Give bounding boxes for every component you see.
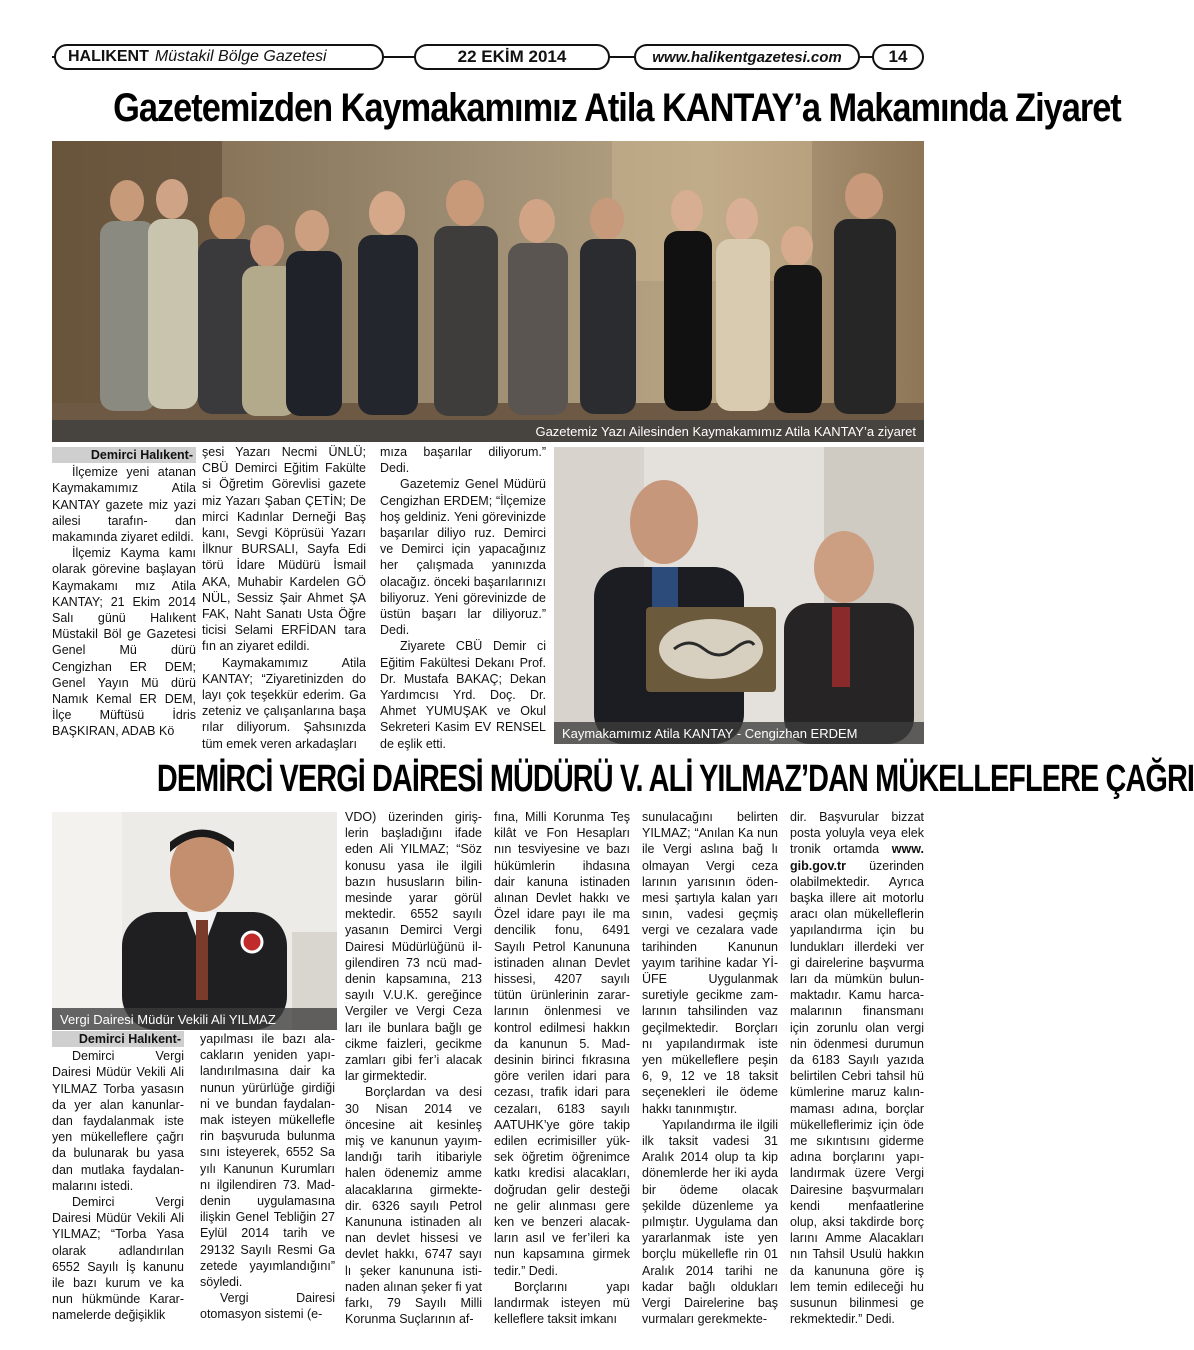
text: üzerinden olabilmektedir. Ayrıca başka illere ait motorlu aracı olan mükelleflerin yapılandırma için bu lundukları illerdeki ver gi dairelerine başvurma ları da mümkün bulun- maktadır. Kamu harca- malarının finansmanı için zorunlu olan vergi nin ödenmesi durumun da 6183 Sayılı yazıda belirtilen Cebri tahsil hü kümlerine maruz kalın- maması adına, borçlar mükelleflerimiz için öde me sıkıntısını giderme adına borçlarını yapı- landırmak üzere Vergi Dairesine başvurmaları kendi menfaatlerine olup, aksi takdirde borç larını Amme Alacakları nın Tahsil Usulü hakkın da kanununa göre iş lem temin edileceği hu susunun bilinmesi ge rekmektedir.” Dedi. bbox=[790, 858, 924, 1327]
article2-column-6 bbox=[790, 809, 924, 1327]
paragraph: Borçlardan va desi 30 Nisan 2014 ve öncesine ait kesinleş miş ve kanunun yayım- landığı tarih itibariyle halen ödenemiz amme alacaklarına girmekte- dir. 6326 sayılı Petrol Kanununa istinaden alı nan devlet hissesi ve devlet hakkı, 6747 sayı lı şeker kanununa isti- naden alınan şeker fi yat farkı, 79 Sayılı Milli Korunma Suçlarının af- bbox=[345, 1085, 482, 1327]
portrait-photo bbox=[52, 812, 337, 1030]
masthead bbox=[54, 44, 384, 70]
group-photo-image bbox=[52, 141, 924, 442]
paper-subtitle: Müstakil Bölge Gazetesi bbox=[154, 48, 327, 65]
portrait-photo-caption: Vergi Dairesi Müdür Vekili Ali YILMAZ bbox=[52, 1008, 337, 1030]
article2-column-1 bbox=[52, 1031, 184, 1321]
website-link[interactable]: www.halikentgazetesi.com bbox=[634, 44, 860, 70]
paragraph bbox=[790, 809, 924, 1328]
paragraph: Ziyarete CBÜ Demir ci Eğitim Fakültesi Dekanı Prof. Dr. Mustafa BAKAÇ; Dekan Yardımcısı Yrd. Doç. Dr. Ahmet YUMUŞAK ve Okul Sekreteri Kasim EV RENSEL de eşlik etti. bbox=[380, 639, 546, 751]
handshake-photo-image bbox=[554, 447, 924, 744]
article1-byline: Demirci Halıkent- bbox=[52, 447, 196, 463]
paragraph: şesi Yazarı Necmi ÜNLÜ; CBÜ Demirci Eğitim Fakülte si Öğretim Görevlisi gazete miz Yazarı Şaban ÇETİN; De mirci Kadınlar Derneği Baş kanı, Sevgi Köprüsüi Yazarı İlknur BURSALI, Sayfa Edi törü İdare Müdürü İsmail AKA, Muhabir Kardelen GÖ NÜL, Sessiz Şair Ahmet ŞA FAK, Naht Sanatı Usta Öğre ticisi Selami ERFİDAN tara fın an ziyaret edildi. bbox=[202, 445, 366, 654]
page-number: 14 bbox=[872, 44, 924, 70]
article1-column-3 bbox=[380, 444, 546, 749]
group-photo bbox=[52, 141, 924, 442]
portrait-photo-image bbox=[52, 812, 337, 1030]
paragraph: Kaymakamımız Atila KANTAY; “Ziyaretinizden do layı çok teşekkür ederim. Ga zeteniz ve çalışanlarına başa rılar diliyorum. Şahsınızda tüm emek veren arkadaşları bbox=[202, 655, 366, 751]
paragraph: Yapılandırma ile ilgili ilk taksit vadesi 31 Aralık 2014 olup ta kip dönemlerde her iki ayda bir ödeme olacak şekilde düzenleme ya pılmıştır. Uygulama dan yararlanmak iste yen borçlu mükellefle rin 01 Aralık 2014 tarihi ne kadar bağlı oldukları Vergi Dairelerine baş vurmaları gerekmekte- bbox=[642, 1117, 778, 1327]
paper-name: HALIKENT bbox=[68, 48, 149, 65]
paragraph: mıza başarılar diliyorum.” Dedi. bbox=[380, 445, 546, 476]
paragraph: Vergi Dairesi otomasyon sistemi (e- bbox=[200, 1291, 335, 1322]
paragraph: Demirci Vergi Dairesi Müdür Vekili Ali YILMAZ Torba yasasın da yer alan kanunlar- dan faydalanmak iste yen mükelleflere çağrı da bulunarak bu yasa dan mutlaka faydalan- malarını istedi. bbox=[52, 1049, 184, 1193]
handshake-photo-caption: Kaymakamımız Atila KANTAY - Cengizhan ERDEM bbox=[554, 722, 924, 744]
article1-column-1 bbox=[52, 447, 196, 749]
article2-column-2 bbox=[200, 1031, 335, 1321]
article2-column-4 bbox=[494, 809, 630, 1327]
paragraph: yapılması ile bazı ala- cakların yeniden yapı- landırılmasına dair ka nunun yürürlüğe girdiği ni ve bundan faydalan- mak isteyen mükellefle rin başvuruda bulunma sını isteyerek, 6552 Sa yılı Kanunun Kurumları nı ilgilendiren 73. Mad- denin uygulamasına ilişkin Genel Tebliğin 27 Eylül 2014 tarih ve 29132 Sayılı Resmi Ga zetede yayımlandığını” söyledi. bbox=[200, 1032, 335, 1290]
article2-headline: DEMİRCİ VERGİ DAİRESİ MÜDÜRÜ V. ALİ YILMAZ’DAN MÜKELLEFLERE ÇAĞRI bbox=[156, 758, 1194, 800]
article1-column-2 bbox=[202, 444, 366, 749]
paragraph: İlçemize yeni atanan Kaymakamımız Atila KANTAY gazete miz yazi ailesi tarafın- dan makamında ziyaret edildi. bbox=[52, 465, 196, 545]
text: dir. Başvurular bizzat posta yoluyla veya elek tronik ortamda bbox=[790, 810, 924, 857]
article2-column-3 bbox=[345, 809, 482, 1327]
gib-website-link[interactable]: www. gib.gov.tr bbox=[790, 842, 924, 873]
paragraph: fına, Milli Korunma Teş kilât ve Fon Hesapları nın tesviyesine ve bazı hükümlerin ihdasına dair kanuna istinaden alınan Devlet hakkı ve Özel idare payı ile ma dencilik fonu, 6491 Sayılı Petrol Kanununa istinaden alınan Devlet hissesi, 4207 sayılı tütün ürünlerinin zarar- larının önlenmesi ve kontrol edilmesi hakkın da kanunun 5. Mad- desinin birinci fıkrasına göre verilen idari para cezası, trafik idari para cezaları, 6183 sayılı AATUHK’ye göre takip edilen ecrimisiller yük- sek öğretim öğrenimce katkı kredisi alacakları, doğrudan gelir desteği ne gelir alınması gere ken ve benzeri alacak- ların asıl ve fer’ileri ka nun kapsamına girmek tedir.” Dedi. bbox=[494, 810, 630, 1278]
paragraph: Borçlarını yapı landırmak isteyen mü kelleflere taksit imkanı bbox=[494, 1279, 630, 1327]
article2-byline: Demirci Halıkent- bbox=[52, 1031, 184, 1047]
paragraph: İlçemiz Kayma kamı olarak görevine başlayan Kaymakamı mız Atila KANTAY; 21 Ekim 2014 Salı günü Halıkent Müstakil Böl ge Gazetesi Genel Mü dürü Cengizhan ER DEM; Genel Yayın Mü dürü Namık Kemal ER DEM, İlçe Müftüsü İdris BAŞKIRAN, ADAB Kö bbox=[52, 546, 196, 739]
handshake-photo bbox=[554, 447, 924, 744]
article1-headline: Gazetemizden Kaymakamımız Atila KANTAY’a Makamında Ziyaret bbox=[113, 86, 1121, 130]
paragraph: sunulacağını belirten YILMAZ; “Anılan Ka nun ile Vergi aslına bağ lı olmayan Vergi ceza larının yarısının öden- mesi şartıyla kalan yarı sının, vadesi geçmiş vergi ve cezalara vade tarihinden Kanunun yayım tarihine kadar Yİ-ÜFE Uygulanmak suretiyle gecikme zam- larının tahsilinden vaz geçilmektedir. Borçları nı yapılandırmak iste yen mükelleflere peşin 6, 9, 12 ve 18 taksit seçenekleri ile ödeme hakkı tanınmıştır. bbox=[642, 810, 778, 1116]
issue-date: 22 EKİM 2014 bbox=[414, 44, 610, 70]
paragraph: VDO) üzerinden giriş- lerin başladığını ifade eden Ali YILMAZ; “Söz konusu yasa ile ilgili bazın hususların bilin- mesinde yarar görül mektedir. 6552 sayılı yasanın Demirci Vergi Dairesi Müdürlüğünü il- gilendiren 73 ncü mad- denin kapsamına, 213 sayılı V.U.K. gereğince Vergiler ve Vergi Ceza ları ile bunlara bağlı ge cikme faizleri, gecikme zamları gibi fer’i alacak lar girmektedir. bbox=[345, 810, 482, 1084]
paragraph: Demirci Vergi Dairesi Müdür Vekili Ali YILMAZ; “Torba Yasa olarak adlandırılan 6552 Sayılı İş kanunu ile bazı kurum ve ka nun hükmünde Karar- namelerde değişiklik bbox=[52, 1195, 184, 1323]
group-photo-caption: Gazetemiz Yazı Ailesinden Kaymakamımız Atila KANTAY’a ziyaret bbox=[52, 420, 924, 442]
article2-column-5 bbox=[642, 809, 778, 1327]
paragraph: Gazetemiz Genel Müdürü Cengizhan ERDEM; “İlçemize hoş geldiniz. Yeni görevinizde başarılar diliyo ruz. Demirci ve Demirci için yapacağınız her çalışmada yanınızda olacağız. önceki başarılarınızı biliyoruz. Yeni görevinizde de üstün başarı lar diliyoruz.” Dedi. bbox=[380, 477, 546, 638]
